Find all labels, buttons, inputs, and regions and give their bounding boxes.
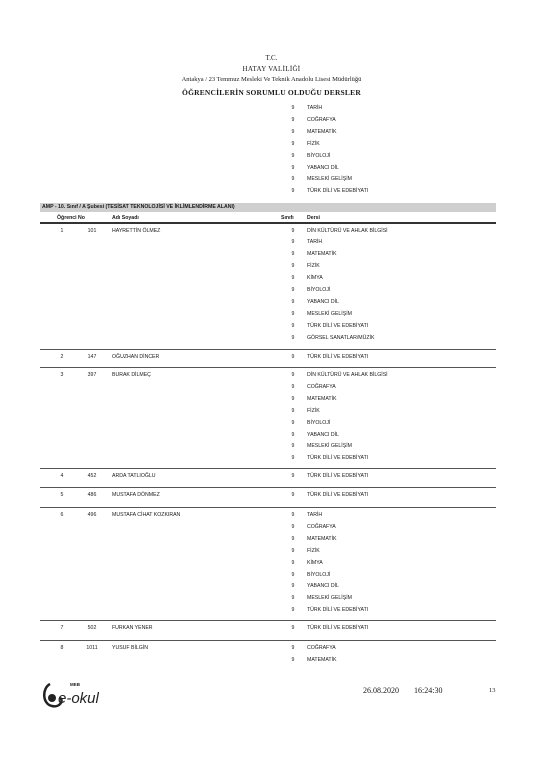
- course-grade: 9: [291, 322, 295, 329]
- course-grade: 9: [291, 607, 295, 614]
- course-name: KİMYA: [307, 559, 323, 566]
- course-name: TÜRK DİLİ VE EDEBİYATI: [307, 188, 369, 195]
- row-index: 4: [60, 473, 64, 479]
- student-number: 1011: [86, 645, 98, 651]
- course-name: BİYOLOJİ: [307, 571, 331, 578]
- course-name: FİZİK: [307, 547, 320, 554]
- student-number: 496: [87, 512, 97, 518]
- course-grade: 9: [291, 443, 295, 450]
- course-grade: 9: [291, 431, 295, 438]
- footer-time: 16:24:30: [414, 686, 443, 695]
- course-grade: 9: [291, 523, 295, 530]
- course-grade: 9: [291, 263, 295, 270]
- course-grade: 9: [291, 407, 295, 414]
- row-index: 1: [60, 227, 64, 234]
- section-title: AMP - 10. Sınıf / A Şubesi (TESİSAT TEKNOLOJİSİ VE İKLİMLENDİRME ALANI): [42, 204, 235, 210]
- course-name: FİZİK: [307, 407, 320, 414]
- course-grade: 9: [291, 372, 295, 378]
- course-grade: 9: [291, 176, 295, 183]
- course-name: TÜRK DİLİ VE EDEBİYATI: [307, 492, 369, 498]
- course-name: TARİH: [307, 105, 323, 111]
- course-name: COĞRAFYA: [307, 383, 336, 390]
- footer-date: 26.08.2020: [363, 686, 399, 695]
- course-grade: 9: [291, 140, 295, 147]
- section-header: [40, 203, 496, 212]
- course-grade: 9: [291, 395, 295, 402]
- course-grade: 9: [291, 188, 295, 195]
- row-index: 2: [60, 353, 64, 360]
- logo-meb-text: MEB: [70, 682, 80, 687]
- student-name: ARDA TATLIOĞLU: [112, 473, 156, 479]
- student-number: 397: [87, 372, 97, 378]
- student-number: 486: [87, 492, 97, 498]
- row-index: 6: [60, 512, 64, 518]
- course-grade: 9: [291, 275, 295, 282]
- course-name: YABANCI DİL: [307, 583, 339, 590]
- row-divider: [40, 468, 496, 469]
- course-name: COĞRAFYA: [307, 645, 336, 651]
- row-index: 5: [60, 492, 64, 498]
- course-grade: 9: [291, 239, 295, 246]
- course-grade: 9: [291, 383, 295, 390]
- course-grade: 9: [291, 164, 295, 171]
- course-name: MATEMATİK: [307, 395, 337, 402]
- row-divider: [40, 507, 496, 508]
- course-name: GÖRSEL SANATLAR/MÜZİK: [307, 334, 375, 341]
- course-grade: 9: [291, 645, 295, 651]
- course-name: KİMYA: [307, 275, 323, 282]
- row-divider: [40, 367, 496, 368]
- course-name: DİN KÜLTÜRÜ VE AHLAK BİLGİSİ: [307, 227, 388, 234]
- student-name: MUSTAFA DÖNMEZ: [112, 492, 160, 498]
- course-grade: 9: [291, 624, 295, 631]
- row-index: 8: [60, 645, 64, 651]
- course-name: TÜRK DİLİ VE EDEBİYATI: [307, 455, 369, 462]
- logo-emblem: [48, 694, 56, 702]
- column-header-course: Dersi: [307, 215, 320, 221]
- student-name: HAYRETTİN ÖLMEZ: [112, 227, 161, 234]
- course-grade: 9: [291, 251, 295, 258]
- student-number: 147: [87, 353, 97, 360]
- course-name: MESLEKİ GELİŞİM: [307, 310, 352, 317]
- column-header-grade: Sınıfı: [281, 215, 294, 221]
- row-divider: [40, 640, 496, 641]
- course-name: YABANCI DİL: [307, 431, 339, 438]
- course-name: YABANCI DİL: [307, 298, 339, 305]
- course-name: MATEMATİK: [307, 535, 337, 542]
- course-name: MATEMATİK: [307, 251, 337, 258]
- row-index: 3: [60, 372, 64, 378]
- course-name: MESLEKİ GELİŞİM: [307, 176, 352, 183]
- course-grade: 9: [291, 298, 295, 305]
- course-grade: 9: [291, 419, 295, 426]
- student-name: BURAK DİLMEÇ: [112, 372, 151, 378]
- course-grade: 9: [291, 656, 295, 663]
- course-grade: 9: [291, 512, 295, 518]
- course-name: FİZİK: [307, 140, 320, 147]
- course-name: COĞRAFYA: [307, 116, 336, 123]
- course-grade: 9: [291, 287, 295, 293]
- course-name: BİYOLOJİ: [307, 419, 331, 426]
- course-name: TÜRK DİLİ VE EDEBİYATI: [307, 607, 369, 614]
- course-grade: 9: [291, 535, 295, 542]
- student-number: 502: [87, 624, 97, 631]
- course-grade: 9: [291, 595, 295, 602]
- course-grade: 9: [291, 116, 295, 123]
- course-grade: 9: [291, 310, 295, 317]
- course-name: TÜRK DİLİ VE EDEBİYATI: [307, 624, 369, 631]
- course-name: FİZİK: [307, 263, 320, 270]
- course-name: MESLEKİ GELİŞİM: [307, 595, 352, 602]
- student-number: 101: [87, 227, 97, 234]
- course-grade: 9: [291, 473, 295, 479]
- course-grade: 9: [291, 583, 295, 590]
- course-name: TARİH: [307, 512, 323, 518]
- column-header-student-no: Öğrenci No: [57, 215, 85, 221]
- course-name: BİYOLOJİ: [307, 152, 331, 159]
- course-grade: 9: [291, 105, 295, 111]
- course-grade: 9: [291, 559, 295, 566]
- course-grade: 9: [291, 334, 295, 341]
- header-divider: [40, 222, 496, 224]
- header-governorship: HATAY VALİLİĞİ: [242, 65, 301, 73]
- student-number: 452: [87, 473, 97, 479]
- course-name: TÜRK DİLİ VE EDEBİYATI: [307, 353, 369, 360]
- course-name: MATEMATİK: [307, 128, 337, 135]
- course-grade: 9: [291, 455, 295, 462]
- header-school: Antakya / 23 Temmuz Mesleki Ve Teknik Anadolu Lisesi Müdürlüğü: [181, 76, 362, 83]
- row-divider: [40, 620, 496, 621]
- course-name: TÜRK DİLİ VE EDEBİYATI: [307, 322, 369, 329]
- course-grade: 9: [291, 547, 295, 554]
- student-name: FURKAN YENER: [112, 624, 153, 631]
- e-okul-logo: [40, 678, 120, 710]
- student-name: MUSTAFA CİHAT KOZKIRAN: [112, 512, 181, 518]
- course-name: BİYOLOJİ: [307, 287, 331, 293]
- course-grade: 9: [291, 571, 295, 578]
- row-divider: [40, 349, 496, 350]
- course-name: MATEMATİK: [307, 656, 337, 663]
- course-grade: 9: [291, 227, 295, 234]
- course-grade: 9: [291, 152, 295, 159]
- row-index: 7: [60, 624, 64, 631]
- student-name: YUSUF BİLGİN: [112, 645, 149, 651]
- column-header-name: Adı Soyadı: [112, 215, 139, 221]
- logo-eokul-text: e-okul: [58, 690, 99, 707]
- row-divider: [40, 487, 496, 488]
- course-name: COĞRAFYA: [307, 523, 336, 530]
- course-name: TARİH: [307, 239, 323, 246]
- page-number: 13: [489, 687, 496, 694]
- header-tc: T.C.: [265, 54, 278, 62]
- course-grade: 9: [291, 353, 295, 360]
- course-grade: 9: [291, 492, 295, 498]
- course-name: YABANCI DİL: [307, 164, 339, 171]
- course-grade: 9: [291, 128, 295, 135]
- page-title: ÖĞRENCİLERİN SORUMLU OLDUĞU DERSLER: [182, 88, 361, 97]
- course-name: TÜRK DİLİ VE EDEBİYATI: [307, 473, 369, 479]
- course-name: MESLEKİ GELİŞİM: [307, 443, 352, 450]
- student-name: OĞUZHAN DİNCER: [112, 353, 160, 360]
- course-name: DİN KÜLTÜRÜ VE AHLAK BİLGİSİ: [307, 372, 388, 378]
